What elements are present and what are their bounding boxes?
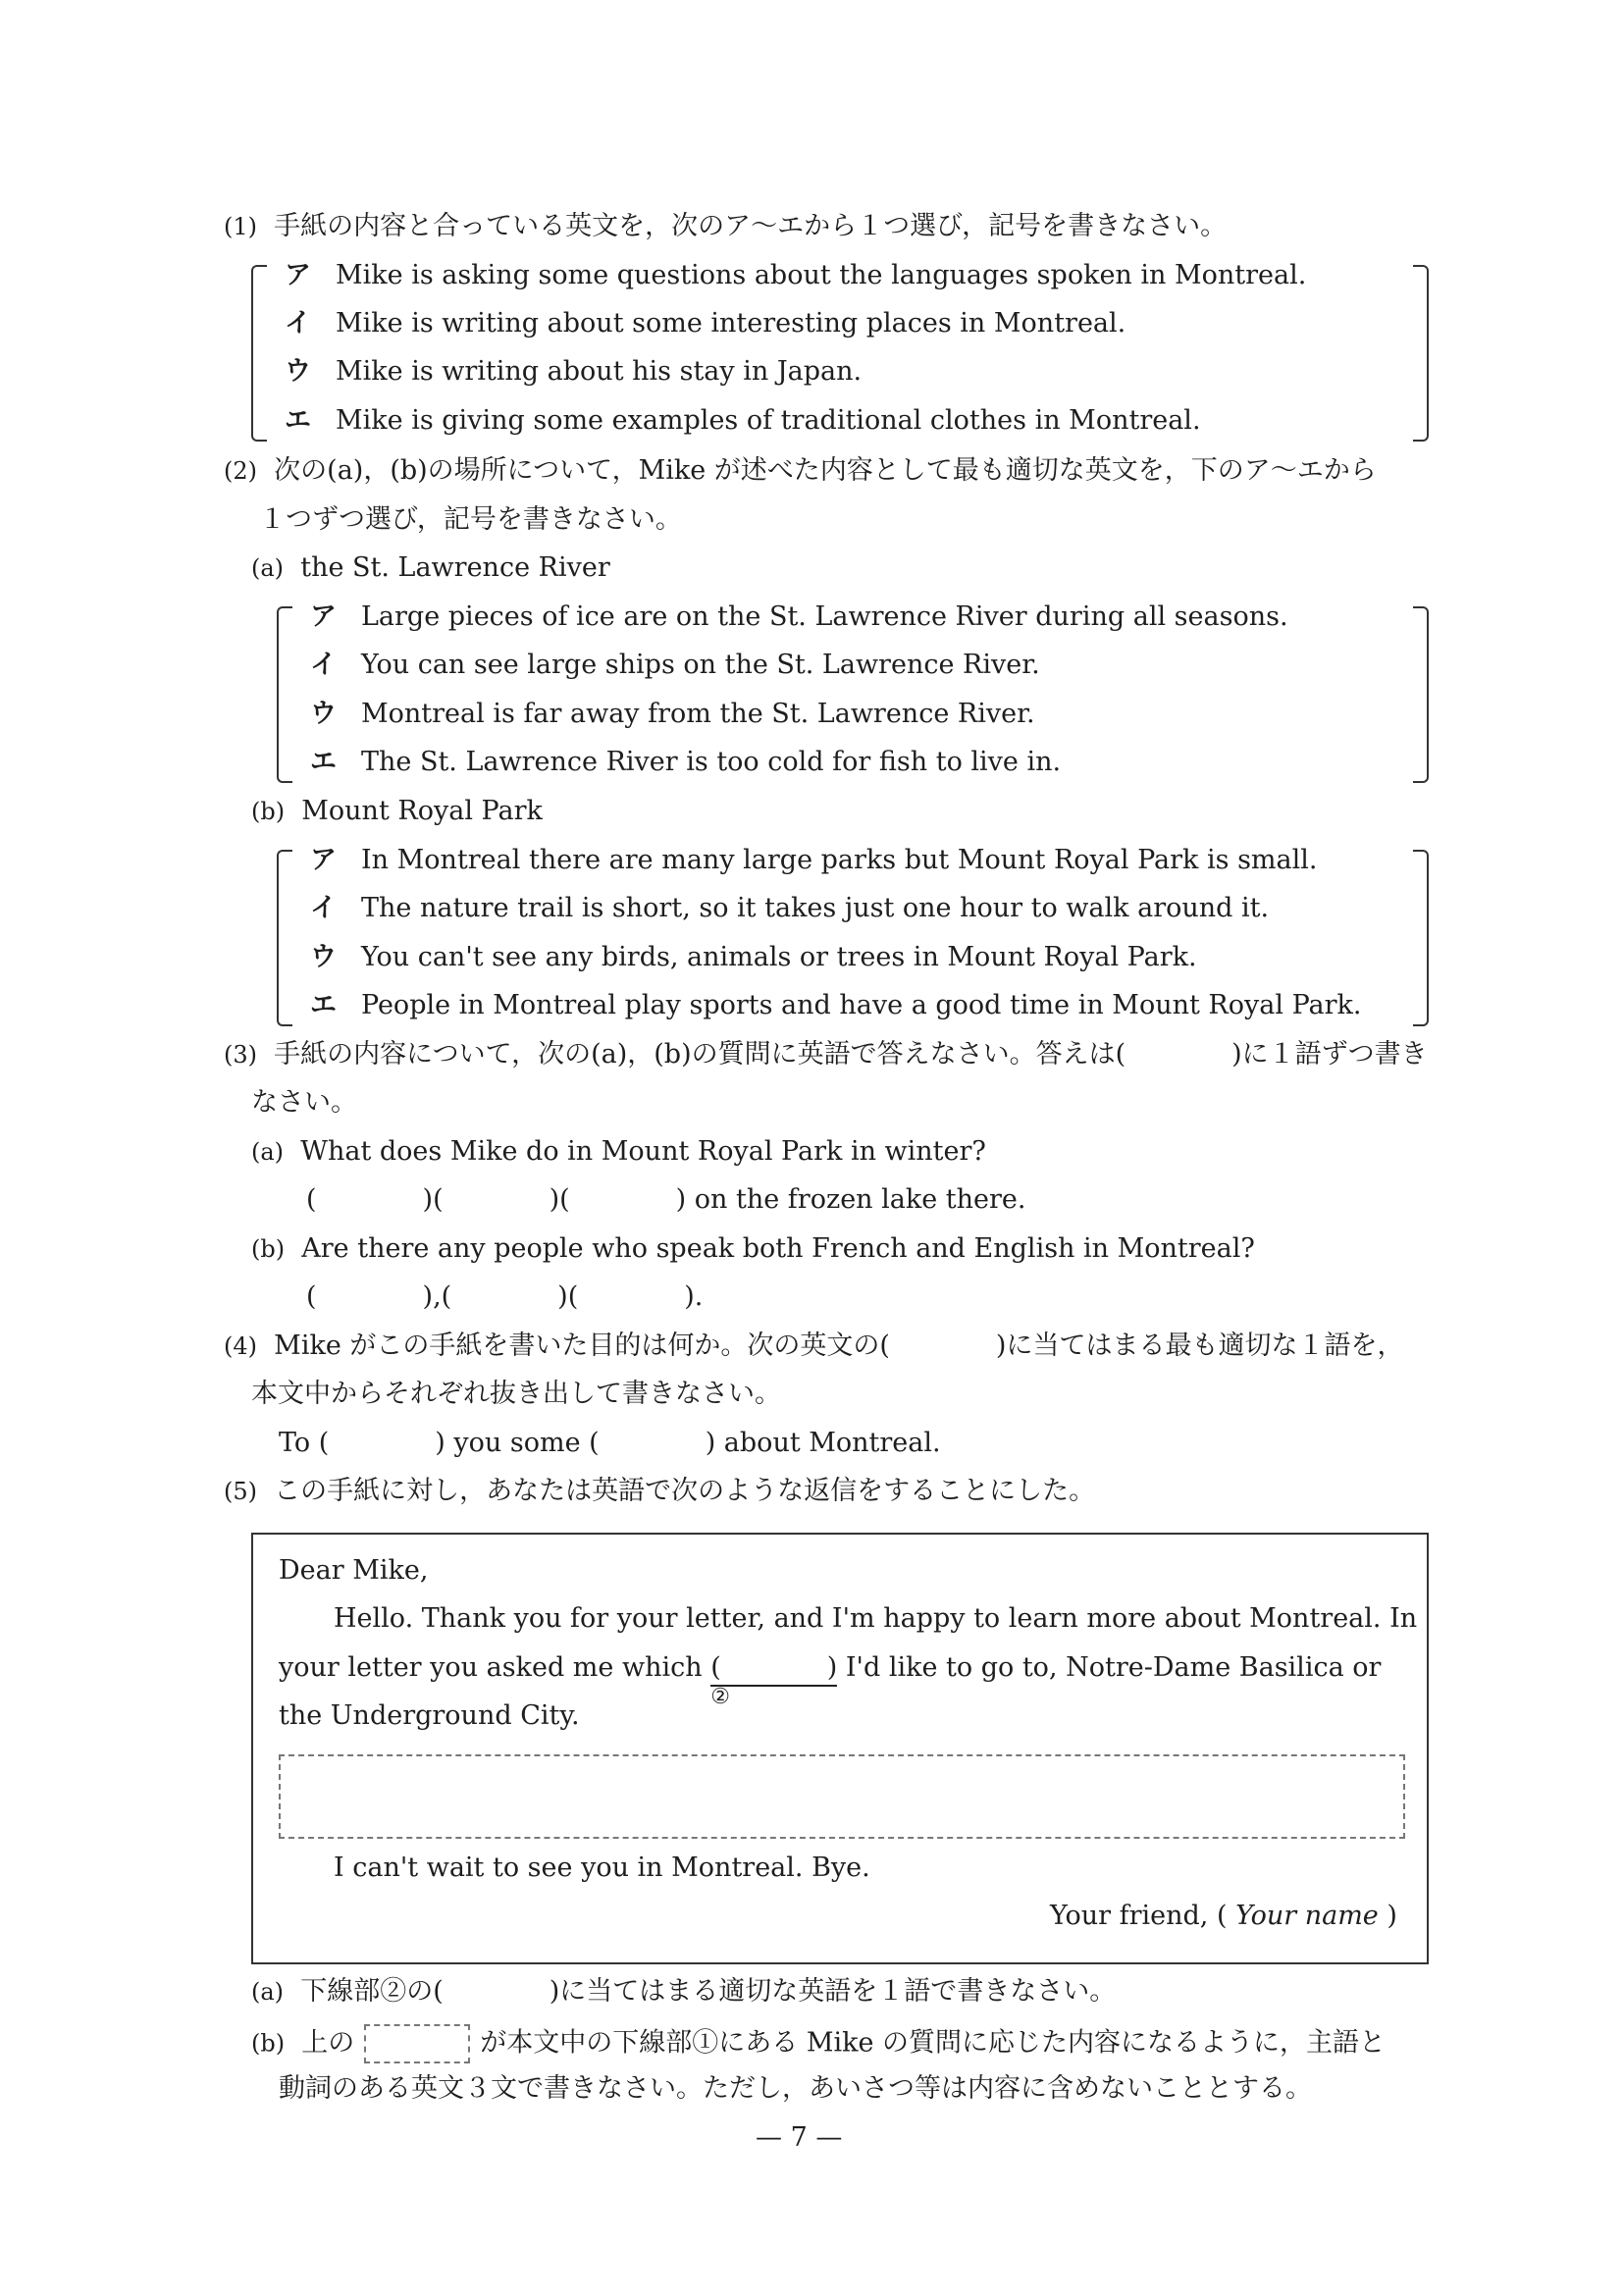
circled-2-marker: ② (710, 1685, 730, 1709)
q2a-option-b: イ You can see large ships on the St. Lawrence River. (310, 650, 1040, 680)
underlined-blank-2: ( ) ② (710, 1651, 837, 1687)
letter-greeting: Dear Mike, (279, 1555, 429, 1586)
letter-line2: your letter you asked me which ( ) ② I'd like to go to, Notre-Dame Basilica or (279, 1651, 1381, 1687)
q2a-bracket-right (1413, 606, 1429, 783)
q2b-option-c: ウ You can't see any birds, animals or trees in Mount Royal Park. (310, 942, 1197, 972)
page-number: — 7 — (756, 2122, 843, 2153)
q3a-answer: ( )( )( ) on the frozen lake there. (306, 1184, 1026, 1215)
q2b-option-a: ア In Montreal there are many large parks but Mount Royal Park is small. (310, 845, 1318, 875)
q4-number: (4) (224, 1332, 257, 1360)
q1-prompt (224, 210, 1227, 243)
letter-signature: Your friend, ( Your name ) (1050, 1901, 1397, 1931)
q2-number: (2) (224, 457, 257, 485)
q2a-option-a: ア Large pieces of ice are on the St. Lawrence River during all seasons. (310, 601, 1288, 632)
q2b-heading: (b) Mount Royal Park (251, 796, 543, 826)
q2-prompt-line2: １つずつ選び，記号を書きなさい。 (259, 504, 682, 535)
q2-prompt: (2) 次の(a)，(b)の場所について，Mike が述べた内容として最も適切な英文を，下のア～エから (224, 455, 1377, 486)
q3b-answer: ( ),( )( ). (306, 1281, 704, 1312)
q1-option-c: ウ Mike is writing about his stay in Japan. (285, 356, 863, 387)
q1-prompt-text: 手紙の内容と合っている英文を，次のア～エから１つ選び，記号を書きなさい。 (274, 211, 1228, 241)
q1-number: (1) (224, 213, 257, 240)
q5b-instruction-line2: 動詞のある英文３文で書きなさい。ただし，あいさつ等は内容に含めないこととする。 (279, 2073, 1312, 2104)
letter-line3: the Underground City. (279, 1700, 580, 1731)
letter-line1: Hello. Thank you for your letter, and I'm happy to learn more about Montreal. In (334, 1603, 1418, 1634)
q1-bracket-right (1413, 265, 1429, 442)
q5-number: (5) (224, 1478, 257, 1505)
q3-number: (3) (224, 1041, 257, 1069)
q1-option-b: イ Mike is writing about some interesting places in Montreal. (285, 308, 1126, 339)
q2a-bracket-left (277, 606, 292, 783)
q5-prompt: (5) この手紙に対し，あなたは英語で次のような返信をすることにした。 (224, 1476, 1096, 1506)
q5b-instruction: (b) 上の が本文中の下線部①にある Mike の質問に応じた内容になるように，主語と (251, 2024, 1386, 2063)
q4-prompt: (4) Mike がこの手紙を書いた目的は何か。次の英文の( )に当てはまる最も適切な１語を， (224, 1331, 1404, 1361)
q3a-question: (a) What does Mike do in Mount Royal Park in winter? (251, 1136, 986, 1167)
your-name-placeholder: Your name (1235, 1901, 1379, 1931)
q4-answer: To ( ) you some ( ) about Montreal. (279, 1428, 941, 1458)
q3-prompt: (3) 手紙の内容について，次の(a)，(b)の質問に英語で答えなさい。答えは( )に１語ずつ書き (224, 1039, 1428, 1070)
q2a-heading: (a) the St. Lawrence River (251, 552, 610, 583)
q3-prompt-line2: なさい。 (251, 1087, 357, 1118)
q3b-question: (b) Are there any people who speak both French and English in Montreal? (251, 1233, 1255, 1264)
q4-prompt-line2: 本文中からそれぞれ抜き出して書きなさい。 (251, 1379, 781, 1409)
q2a-option-c: ウ Montreal is far away from the St. Lawrence River. (310, 699, 1035, 729)
q2a-option-d: エ The St. Lawrence River is too cold for fish to live in. (310, 747, 1062, 777)
letter-closing: I can't wait to see you in Montreal. Bye. (334, 1852, 870, 1883)
q1-option-d: エ Mike is giving some examples of traditional clothes in Montreal. (285, 405, 1201, 436)
dashed-box-reference (364, 2024, 470, 2063)
q5a-instruction: (a) 下線部②の( )に当てはまる適切な英語を１語で書きなさい。 (251, 1976, 1117, 2007)
q2b-option-b: イ The nature trail is short, so it takes just one hour to walk around it. (310, 893, 1270, 923)
answer-writing-area[interactable] (279, 1754, 1405, 1839)
q2b-option-d: エ People in Montreal play sports and have a good time in Mount Royal Park. (310, 990, 1362, 1020)
q1-option-a: ア Mike is asking some questions about the languages spoken in Montreal. (285, 260, 1307, 290)
q2b-bracket-left (277, 850, 292, 1026)
q1-bracket-left (251, 265, 267, 442)
q2b-bracket-right (1413, 850, 1429, 1026)
